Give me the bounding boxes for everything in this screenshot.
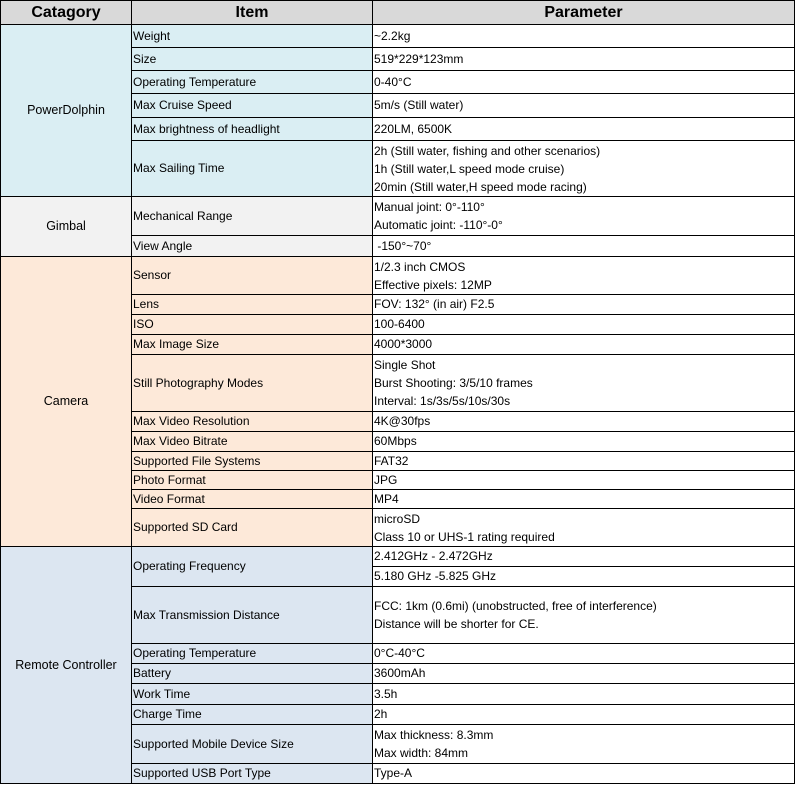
parameter-cell	[373, 141, 795, 197]
parameter-cell: 5m/s (Still water)	[373, 94, 795, 118]
parameter-cell: 4K@30fps	[373, 412, 795, 432]
parameter-line: Distance will be shorter for CE.	[374, 617, 539, 631]
parameter-line: 20min (Still water,H speed mode racing)	[374, 179, 587, 194]
item-cell: Max Image Size	[132, 335, 373, 355]
parameter-cell: 2.412GHz - 2.472GHz	[373, 547, 795, 567]
item-cell: Supported SD Card	[132, 509, 373, 547]
parameter-line: Burst Shooting: 3/5/10 frames	[374, 376, 533, 390]
parameter-line: 1/2.3 inch CMOS	[374, 259, 466, 274]
parameter-cell	[373, 509, 795, 547]
parameter-cell: 220LM, 6500K	[373, 118, 795, 141]
parameter-cell	[373, 257, 795, 295]
item-cell: Supported File Systems	[132, 452, 373, 471]
parameter-cell	[373, 355, 795, 412]
table-row	[1, 197, 795, 236]
parameter-line: Interval: 1s/3s/5s/10s/30s	[374, 394, 511, 408]
item-cell: Lens	[132, 295, 373, 315]
item-cell: Operating Temperature	[132, 71, 373, 94]
parameter-line: Effective pixels: 12MP	[374, 277, 492, 292]
parameter-cell: JPG	[373, 471, 795, 490]
category-gimbal: Gimbal	[1, 197, 132, 257]
parameter-cell: 5.180 GHz -5.825 GHz	[373, 567, 795, 587]
parameter-cell: -150°~70°	[373, 236, 795, 257]
parameter-header: Parameter	[373, 1, 795, 25]
item-cell: Still Photography Modes	[132, 355, 373, 412]
parameter-line: Manual joint: 0°-110°	[374, 200, 485, 214]
parameter-cell: 3.5h	[373, 684, 795, 705]
category-remote-controller: Remote Controller	[1, 547, 132, 784]
item-cell: Video Format	[132, 490, 373, 509]
parameter-cell: 0-40°C	[373, 71, 795, 94]
table-row	[1, 547, 795, 567]
parameter-cell: 0°C-40°C	[373, 644, 795, 664]
parameter-line: microSD	[374, 511, 421, 526]
parameter-line: 2h (Still water, fishing and other scenarios)	[374, 143, 601, 158]
parameter-cell: MP4	[373, 490, 795, 509]
item-cell: Size	[132, 48, 373, 71]
parameter-line: Class 10 or UHS-1 rating required	[374, 529, 555, 544]
item-cell: Operating Temperature	[132, 644, 373, 664]
parameter-cell: FOV: 132° (in air) F2.5	[373, 295, 795, 315]
parameter-cell	[373, 587, 795, 644]
parameter-line: Single Shot	[374, 358, 436, 372]
parameter-line: Max width: 84mm	[374, 746, 469, 760]
table-row	[1, 257, 795, 295]
item-cell: Charge Time	[132, 705, 373, 725]
item-cell: Photo Format	[132, 471, 373, 490]
item-cell: Supported Mobile Device Size	[132, 725, 373, 764]
item-cell: Max Video Resolution	[132, 412, 373, 432]
item-cell: Battery	[132, 664, 373, 684]
item-cell: Max Video Bitrate	[132, 432, 373, 452]
item-cell: View Angle	[132, 236, 373, 257]
parameter-line: 1h (Still water,L speed mode cruise)	[374, 161, 565, 176]
item-cell: Max Transmission Distance	[132, 587, 373, 644]
header-row	[1, 1, 795, 25]
parameter-line: Automatic joint: -110°-0°	[374, 218, 503, 232]
category-powerdolphin: PowerDolphin	[1, 25, 132, 197]
parameter-cell: 60Mbps	[373, 432, 795, 452]
item-cell: Max Cruise Speed	[132, 94, 373, 118]
item-cell: Work Time	[132, 684, 373, 705]
item-header: Item	[132, 1, 373, 25]
item-cell: Max Sailing Time	[132, 141, 373, 197]
parameter-cell	[373, 725, 795, 764]
table-row	[1, 25, 795, 48]
parameter-cell: ~2.2kg	[373, 25, 795, 48]
item-cell: Supported USB Port Type	[132, 764, 373, 784]
parameter-cell: 2h	[373, 705, 795, 725]
item-cell: Mechanical Range	[132, 197, 373, 236]
parameter-line: FCC: 1km (0.6mi) (unobstructed, free of interference)	[374, 599, 657, 613]
parameter-cell: 3600mAh	[373, 664, 795, 684]
item-cell: Operating Frequency	[132, 547, 373, 587]
item-cell: ISO	[132, 315, 373, 335]
parameter-cell: Type-A	[373, 764, 795, 784]
parameter-cell: FAT32	[373, 452, 795, 471]
parameter-cell	[373, 197, 795, 236]
item-cell: Max brightness of headlight	[132, 118, 373, 141]
category-header: Catagory	[1, 1, 132, 25]
parameter-cell: 100-6400	[373, 315, 795, 335]
item-cell: Sensor	[132, 257, 373, 295]
item-cell: Weight	[132, 25, 373, 48]
parameter-cell: 519*229*123mm	[373, 48, 795, 71]
parameter-cell: 4000*3000	[373, 335, 795, 355]
category-camera: Camera	[1, 257, 132, 547]
parameter-line: Max thickness: 8.3mm	[374, 728, 494, 742]
